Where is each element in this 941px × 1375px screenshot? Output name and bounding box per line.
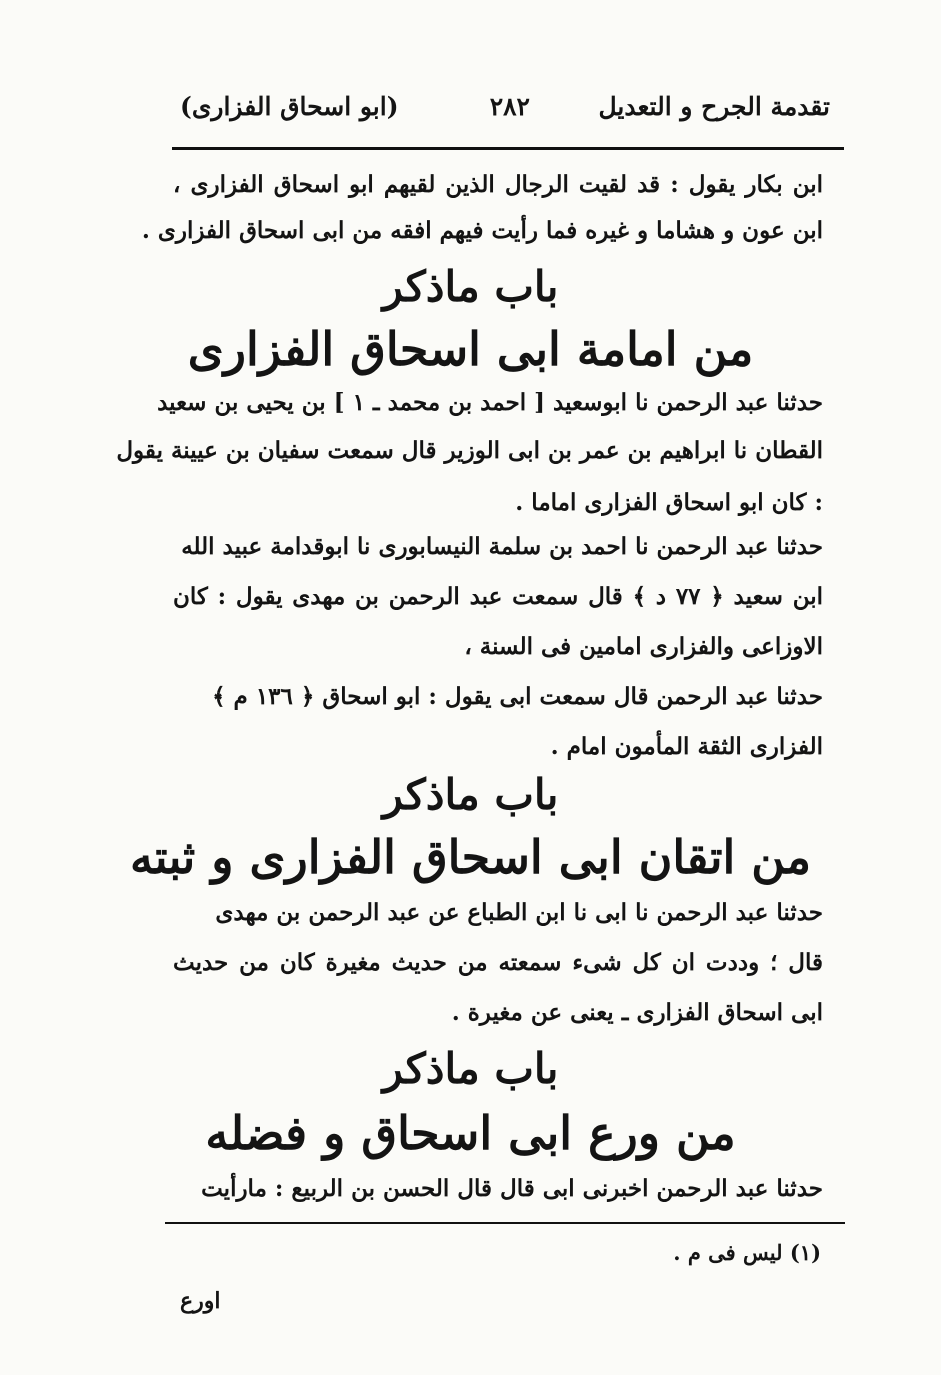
text-line: حدثنا عبد الرحمن اخبرنى ابى قال قال الحسن بن الربيع : مارأيت bbox=[201, 1175, 823, 1202]
text-line: حدثنا عبد الرحمن قال سمعت ابى يقول : ابو اسحاق ﴿ ١٣٦ م ﴾ bbox=[212, 683, 823, 710]
text-line: قال ؛ وددت ان كل شىء سمعته من حديث مغيرة كان من حديث bbox=[173, 949, 823, 976]
catchword: اورع bbox=[180, 1288, 221, 1314]
footnote-rule bbox=[165, 1222, 845, 1224]
book-title: تقدمة الجرح و التعديل bbox=[598, 92, 830, 121]
section-subheading: من ورع ابى اسحاق و فضله bbox=[205, 1106, 736, 1160]
text-line: الاوزاعى والفزارى امامين فى السنة ، bbox=[464, 633, 823, 660]
text-line: : كان ابو اسحاق الفزارى اماما . bbox=[515, 489, 823, 516]
chapter-subject: (ابو اسحاق الفزارى) bbox=[180, 92, 399, 121]
text-line: القطان نا ابراهيم بن عمر بن ابى الوزير قال سمعت سفيان بن عيينة يقول bbox=[116, 437, 823, 464]
text-line: ابى اسحاق الفزارى ـ يعنى عن مغيرة . bbox=[451, 999, 823, 1026]
section-subheading: من امامة ابى اسحاق الفزارى bbox=[187, 322, 754, 376]
text-line: ابن سعيد ﴿ ٧٧ د ﴾ قال سمعت عبد الرحمن بن مهدى يقول : كان bbox=[173, 583, 823, 610]
page-number: ٢٨٢ bbox=[489, 92, 530, 121]
section-heading: باب ماذكر bbox=[382, 1044, 559, 1093]
section-heading: باب ماذكر bbox=[382, 770, 559, 819]
running-header bbox=[180, 92, 830, 136]
text-line: حدثنا عبد الرحمن نا احمد بن سلمة النيسابورى نا ابوقدامة عبيد الله bbox=[181, 533, 823, 560]
text-line: حدثنا عبد الرحمن نا ابوسعيد [ احمد بن محمد ـ ١ ] بن يحيى بن سعيد bbox=[157, 389, 823, 416]
text-line: حدثنا عبد الرحمن نا ابى نا ابن الطباع عن عبد الرحمن بن مهدى bbox=[215, 899, 823, 926]
section-subheading: من اتقان ابى اسحاق الفزارى و ثبته bbox=[130, 830, 811, 884]
footnote: (١) ليس فى م . bbox=[673, 1240, 821, 1265]
header-rule bbox=[172, 147, 844, 150]
text-line: ابن بكار يقول : قد لقيت الرجال الذين لقيهم ابو اسحاق الفزارى ، bbox=[173, 171, 823, 198]
text-line: الفزارى الثقة المأمون امام . bbox=[550, 733, 823, 760]
section-heading: باب ماذكر bbox=[382, 262, 559, 311]
text-line: ابن عون و هشاما و غيره فما رأيت فيهم افقه من ابى اسحاق الفزارى . bbox=[141, 217, 823, 244]
